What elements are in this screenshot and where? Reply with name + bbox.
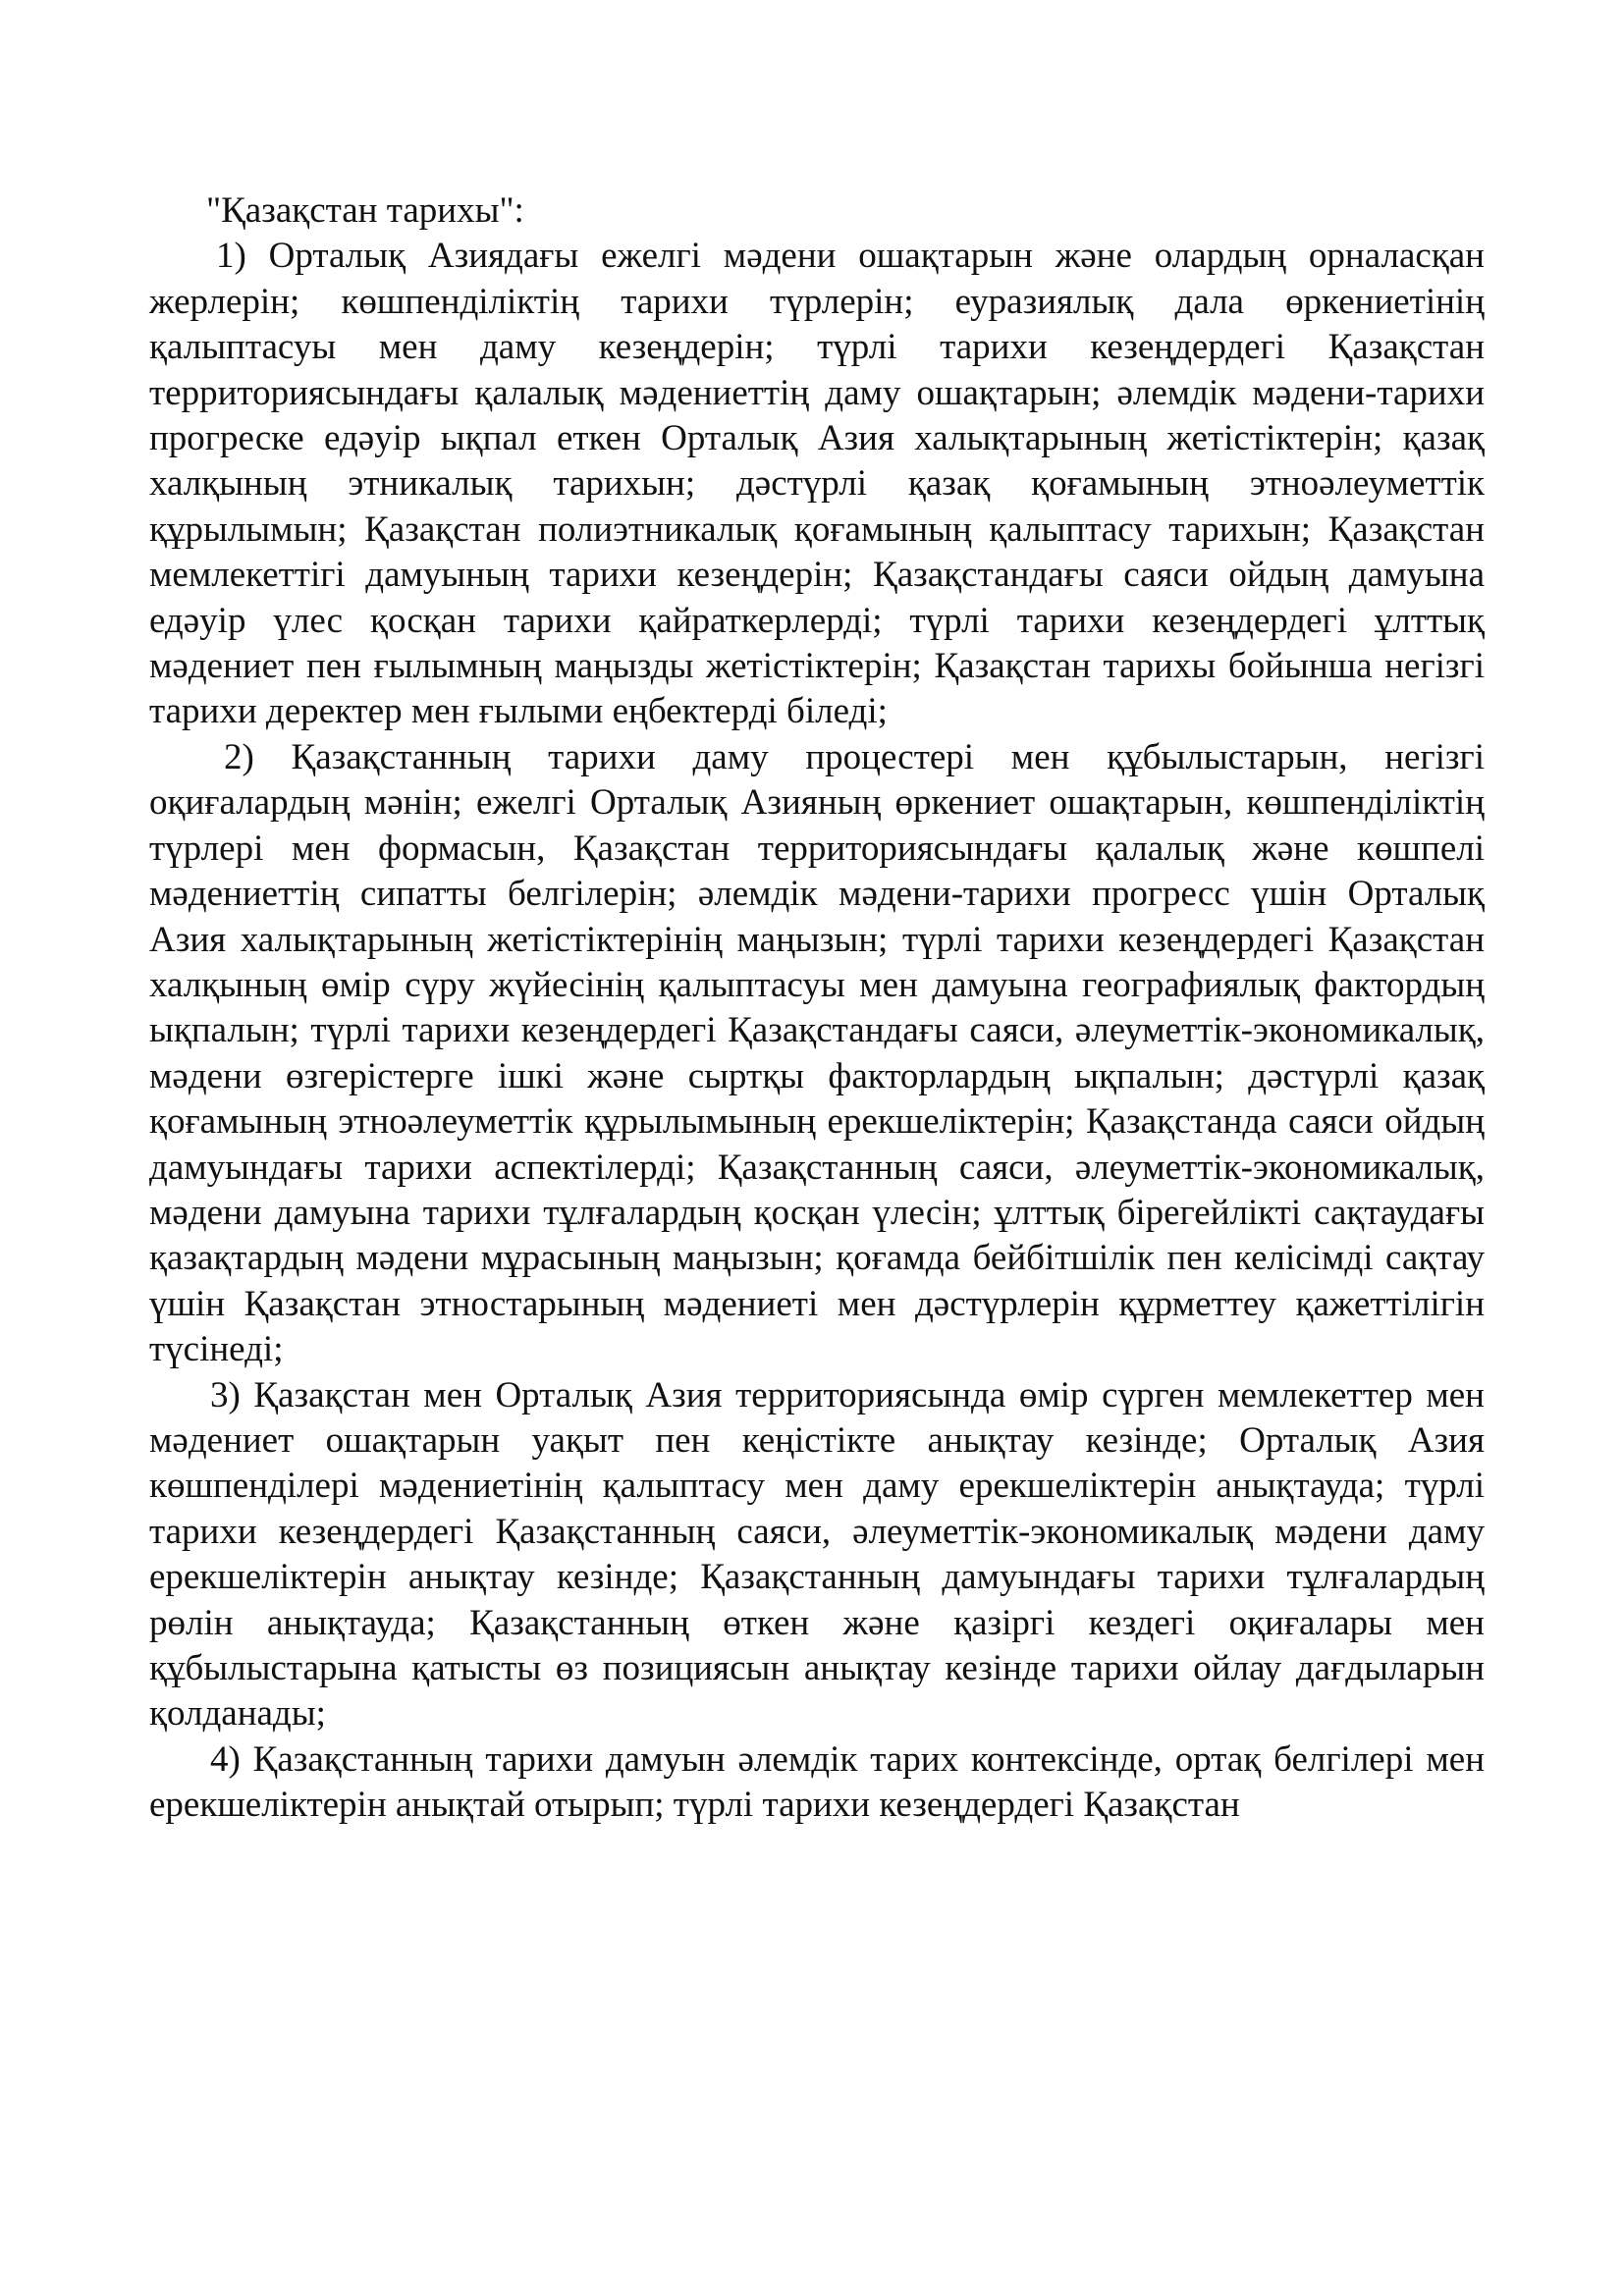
document-page <box>149 188 1485 1829</box>
document-heading: "Қазақстан тарихы": <box>206 190 524 231</box>
paragraph-4: 4) Қазақстанның тарихи дамуын әлемдік тарих контексінде, ортақ белгілері мен ерекшеліктерін анықтай отырып; түрлі тарихи кезеңдердегі Қазақстан <box>149 1738 1485 1826</box>
paragraph-1: 1) Орталық Азиядағы ежелгі мәдени ошақтарын және олардың орналасқан жерлерін; көшпенділіктің тарихи түрлерін; еуразиялық дала өркениетінің қалыптасуы мен даму кезеңдерін; түрлі тарихи кезеңдердегі Қазақстан территориясындағы қалалық мәдениеттің даму ошақтарын; әлемдік мәдени-тарихи прогреске едәуір ықпал еткен Орталық Азия халықтарының жетістіктерін; қазақ халқының этникалық тарихын; дәстүрлі қазақ қоғамының этноәлеуметтік құрылымын; Қазақстан полиэтникалық қоғамының қалыптасу тарихын; Қазақстан мемлекеттігі дамуының тарихи кезеңдерін; Қазақстандағы саяси ойдың дамуына едәуір үлес қосқан тарихи қайраткерлерді; түрлі тарихи кезеңдердегі ұлттық мәдениет пен ғылымның маңызды жетістіктерін; Қазақстан тарихы бойынша негізгі тарихи деректер мен ғылыми еңбектерді біледі; <box>149 236 1485 732</box>
paragraph-2: 2) Қазақстанның тарихи даму процестері мен құбылыстарын, негізгі оқиғалардың мәнін; ежелгі Орталық Азияның өркениет ошақтарын, көшпенділіктің түрлері мен формасын, Қазақстан территориясындағы қалалық және көшпелі мәдениеттің сипатты белгілерін; әлемдік мәдени-тарихи прогресс үшін Орталық Азия халықтарының жетістіктерінің маңызын; түрлі тарихи кезеңдердегі Қазақстан халқының өмір сүру жүйесінің қалыптасуы мен дамуына географиялық фактордың ықпалын; түрлі тарихи кезеңдердегі Қазақстандағы саяси, әлеуметтік-экономикалық, мәдени өзгерістерге ішкі және сыртқы факторлардың ықпалын; дәстүрлі қазақ қоғамының этноәлеуметтік құрылымының ерекшеліктерін; Қазақстанда саяси ойдың дамуындағы тарихи аспектілерді; Қазақстанның саяси, әлеуметтік-экономикалық, мәдени дамуына тарихи тұлғалардың қосқан үлесін; ұлттық бірегейлікті сақтаудағы қазақтардың мәдени мұрасының маңызын; қоғамда бейбітшілік пен келісімді сақтау үшін Қазақстан этностарының мәдениеті мен дәстүрлерін құрметтеу қажеттілігін түсінеді; <box>149 736 1485 1370</box>
paragraph-3: 3) Қазақстан мен Орталық Азия территориясында өмір сүрген мемлекеттер мен мәдениет ошақтарын уақыт пен кеңістікте анықтау кезінде; Орталық Азия көшпенділері мәдениетінің қалыптасу мен даму ерекшеліктерін анықтауда; түрлі тарихи кезеңдердегі Қазақстанның саяси, әлеуметтік-экономикалық мәдени даму ерекшеліктерін анықтау кезінде; Қазақстанның дамуындағы тарихи тұлғалардың рөлін анықтауда; Қазақстанның өткен және қазіргі кездегі оқиғалары мен құбылыстарына қатысты өз позициясын анықтау кезінде тарихи ойлау дағдыларын қолданады; <box>149 1374 1485 1735</box>
